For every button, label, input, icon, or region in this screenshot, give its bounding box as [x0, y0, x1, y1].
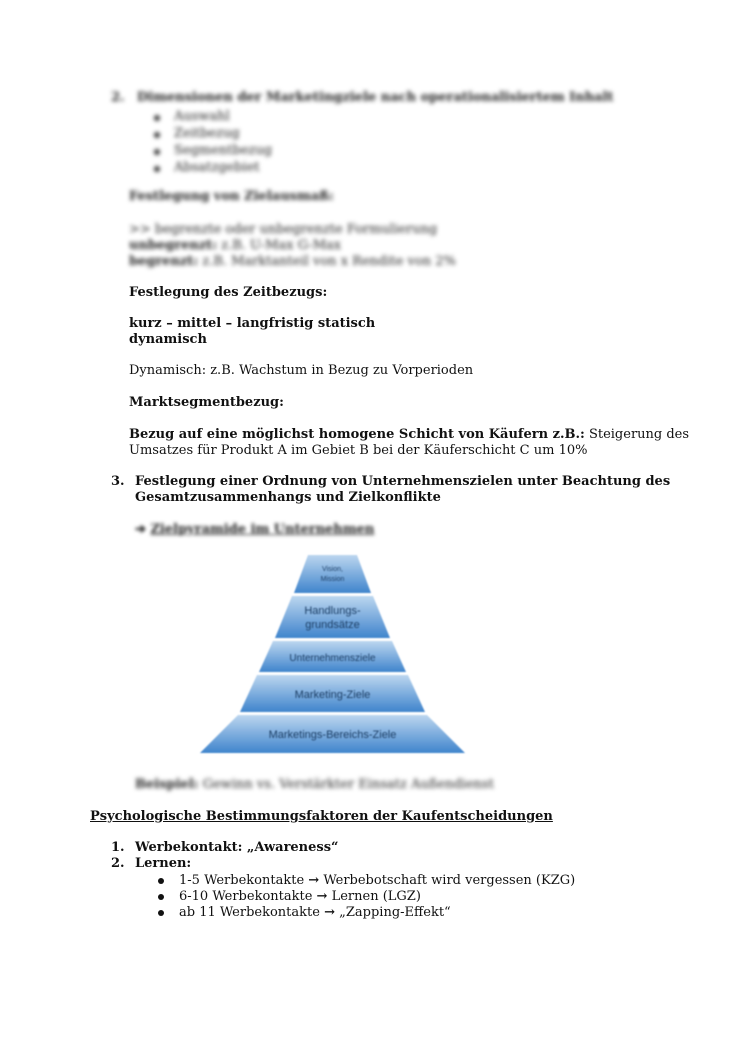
zeitbezug-heading: Festlegung des Zeitbezugs:: [129, 285, 328, 300]
psych-item-1-number: 1.: [111, 840, 125, 855]
item3-number: 3.: [111, 474, 125, 489]
segment-line1: [129, 427, 689, 443]
segment-rest-text: Steigerung des: [584, 427, 690, 442]
psych-sub-item-3: [179, 905, 451, 921]
sub-item-2-after: Lernen (LGZ): [327, 889, 421, 904]
psych-item-2-text: Lernen:: [135, 856, 192, 871]
pyramid-label-2: Handlungs-: [304, 605, 361, 617]
bullet-icon: [154, 166, 160, 172]
pyramid-label-4: Marketing-Ziele: [294, 689, 371, 701]
arrow-right-icon: →: [316, 889, 328, 904]
segment-line2: Umsatzes für Produkt A im Gebiet B bei der Käuferschicht C um 10%: [129, 443, 588, 458]
begrenzt-label: begrenzt:: [129, 254, 199, 269]
psych-item-1-text: Werbekontakt: „Awareness“: [135, 840, 339, 855]
pyramid-level-3: [259, 641, 406, 672]
bullet-icon: [158, 910, 164, 916]
zeitbezug-line2: dynamisch: [129, 332, 207, 347]
sub-item-1-after: Werbebotschaft wird vergessen (KZG): [319, 873, 576, 888]
pyramid-label-2b: grundsätze: [305, 619, 360, 631]
item3-line2: Gesamtzusammenhangs und Zielkonflikte: [135, 490, 441, 505]
sub-item-2-before: 6-10 Werbekontakte: [179, 889, 317, 904]
psych-sub-item-2: [179, 889, 421, 905]
pyramid-diagram: [200, 555, 465, 755]
pyramid-label-5: Marketings-Bereichs-Ziele: [268, 729, 397, 741]
segment-bold-text: Bezug auf eine möglichst homogene Schicht von Käufern z.B.:: [129, 427, 585, 442]
psych-sub-item-1: [179, 873, 575, 889]
sub-item-3-after: „Zapping-Effekt“: [335, 905, 451, 920]
psych-heading: Psychologische Bestimmungsfaktoren der Kaufentscheidungen: [90, 809, 553, 824]
pyramid-label-1: Vision,: [322, 566, 343, 573]
item2-bullet-4: Absatzgebiet: [174, 160, 260, 175]
item2-bullet-2: Zeitbezug: [174, 126, 240, 141]
pyramid-level-4: [240, 675, 425, 712]
arrow-right-icon: →: [324, 905, 335, 920]
zielpyramide-line: [135, 522, 374, 538]
unbegrenzt-text: z.B. U-Max G-Max: [217, 238, 342, 253]
zeitbezug-line1: kurz – mittel – langfristig statisch: [129, 316, 376, 331]
item2-bullet-3: Segmentbezug: [174, 143, 273, 158]
arrow-right-icon: →: [308, 873, 320, 888]
pyramid-level-1: [294, 555, 371, 593]
item2-bullet-1: Auswahl: [174, 109, 230, 124]
psych-item-2-number: 2.: [111, 856, 125, 871]
item2-number: 2.: [111, 90, 125, 105]
zielpyramide-text: Zielpyramide im Unternehmen: [150, 522, 375, 537]
bullet-icon: [158, 894, 164, 900]
pyramid-label-3: Unternehmensziele: [289, 653, 376, 664]
item3-line1: Festlegung einer Ordnung von Unternehmenszielen unter Beachtung des: [135, 474, 671, 489]
pyramid-level-2: [275, 596, 390, 638]
pyramid-level-5: [200, 715, 465, 753]
zielausmass-line1: >> begrenzte oder unbegrenzte Formulierung: [129, 222, 438, 237]
bullet-icon: [154, 115, 160, 121]
unbegrenzt-label: unbegrenzt:: [129, 238, 218, 253]
bullet-icon: [154, 132, 160, 138]
zielausmass-heading: Festlegung von Zielausmaß:: [129, 189, 334, 204]
begrenzt-text: z.B. Marktanteil von x Rendite von 2%: [198, 254, 456, 269]
sub-item-3-before: ab 11 Werbekontakte: [179, 905, 325, 920]
pyramid-label-1b: Mission: [320, 576, 345, 583]
segment-heading: Marktsegmentbezug:: [129, 395, 284, 410]
zeitbezug-example: Dynamisch: z.B. Wachstum in Bezug zu Vorperioden: [129, 363, 474, 378]
beispiel-label: Beispiel:: [135, 777, 199, 792]
beispiel-text: Gewinn vs. Verstärkter Einsatz Außendienst: [198, 777, 494, 792]
item2-heading: Dimensionen der Marketingziele nach operationalisiertem Inhalt: [137, 90, 614, 105]
beispiel-line: [135, 777, 494, 793]
zielausmass-line3: [129, 254, 456, 270]
arrow-right-icon: ➔: [135, 522, 146, 537]
bullet-icon: [154, 149, 160, 155]
sub-item-1-before: 1-5 Werbekontakte: [179, 873, 309, 888]
bullet-icon: [158, 878, 164, 884]
zielausmass-line2: [129, 238, 341, 254]
